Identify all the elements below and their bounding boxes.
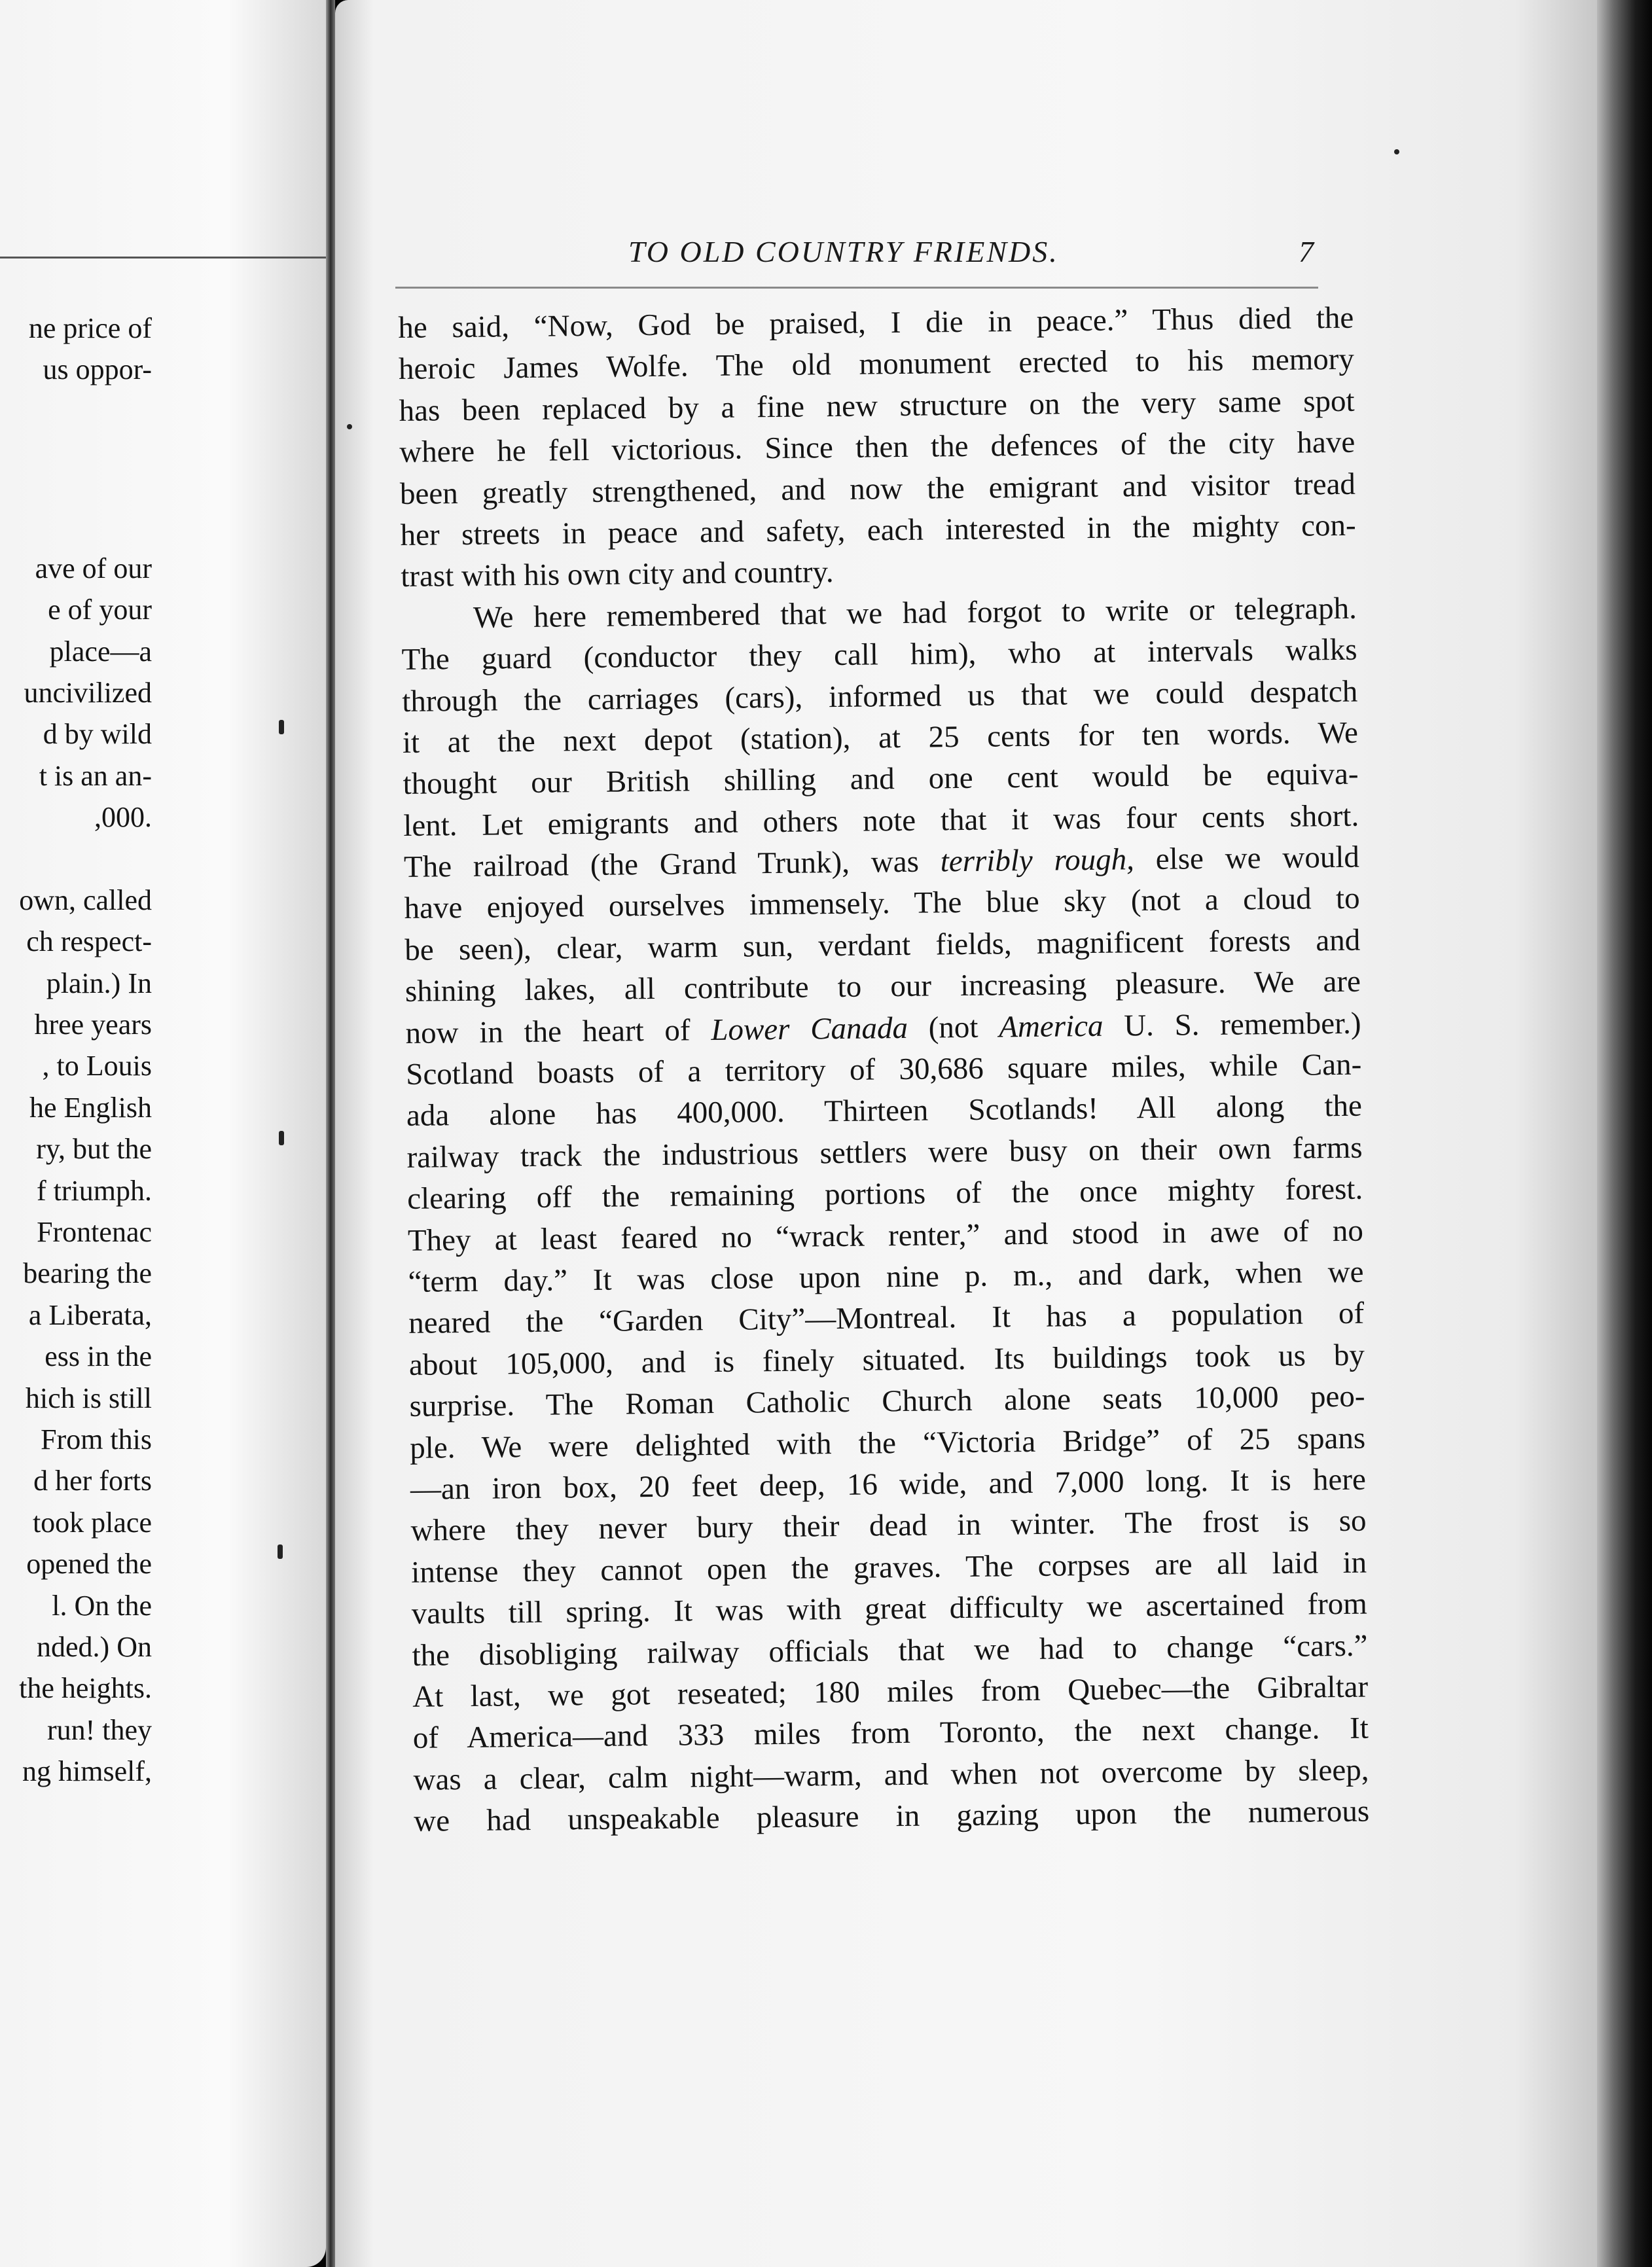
italic-phrase: terribly rough, — [940, 842, 1135, 879]
text-line: her streets in peace and safety, each interested in the mighty con- — [400, 508, 1356, 552]
text-line: was a clear, calm night—warm, and when not overcome by sleep, — [413, 1753, 1369, 1797]
facing-page-line: ne price of — [28, 312, 152, 344]
facing-page-line: , to Louis — [42, 1050, 152, 1082]
facing-page-line: l. On the — [52, 1589, 152, 1622]
text-line: ada alone has 400,000. Thirteen Scotlands! All along the — [406, 1089, 1363, 1134]
text-line: surprise. The Roman Catholic Church alone seats 10,000 peo- — [409, 1379, 1365, 1424]
facing-page-line: uncivilized — [24, 676, 152, 709]
text-line: he said, “Now, God be praised, I die in peace.” Thus died the — [398, 300, 1354, 345]
facing-page-line: ry, but the — [36, 1133, 152, 1166]
facing-page — [0, 0, 326, 2267]
facing-page-line: nded.) On — [37, 1630, 152, 1663]
text-run: The railroad (the Grand Trunk), was — [403, 844, 941, 885]
book-edge — [1597, 0, 1652, 2267]
facing-page-line: d her forts — [33, 1465, 152, 1497]
facing-page-line: e of your — [48, 594, 152, 626]
text-line: has been replaced by a fine new structure on the very same spot — [399, 384, 1355, 428]
text-line: where they never bury their dead in winter. The frost is so — [410, 1503, 1367, 1548]
text-line: intense they cannot open the graves. The corpses are all laid in — [410, 1545, 1367, 1590]
text-line: vaults till spring. It was with great difficulty we ascertained from — [411, 1586, 1368, 1631]
text-line: it at the next depot (station), at 25 cents for ten words. We — [402, 715, 1359, 760]
facing-page-line: ch respect- — [26, 925, 152, 958]
text-line: railway track the industrious settlers were busy on their own farms — [406, 1130, 1363, 1175]
text-run: else we would — [1134, 840, 1360, 877]
facing-page-line: he English — [29, 1091, 152, 1124]
text-line: Scotland boasts of a territory of 30,686 square miles, while Can- — [406, 1047, 1362, 1092]
text-line: “term day.” It was close upon nine p. m., and dark, when we — [408, 1255, 1364, 1299]
text-line: the disobliging railway officials that we had to change “cars.” — [412, 1628, 1368, 1673]
text-line: trast with his own city and country. — [401, 555, 834, 594]
text-line: we had unspeakable pleasure in gazing upon the numerous — [413, 1794, 1370, 1838]
text-line: At last, we got reseated; 180 miles from Quebec—the Gibraltar — [412, 1669, 1369, 1714]
facing-page-rule — [0, 257, 326, 259]
text-line: thought our British shilling and one cent would be equiva- — [403, 757, 1359, 802]
text-line: about 105,000, and is finely situated. Its buildings took us by — [408, 1338, 1365, 1382]
facing-page-line: the heights. — [19, 1672, 152, 1705]
facing-page-line: a Liberata, — [28, 1298, 152, 1331]
facing-page-gap — [0, 391, 327, 548]
body-text — [398, 298, 1369, 1843]
facing-page-line: ave of our — [35, 552, 152, 584]
text-run: now in the heart of — [405, 1012, 711, 1050]
facing-page-line: ,000. — [94, 801, 152, 834]
text-line: where he fell victorious. Since then the defences of the city have — [399, 425, 1356, 470]
text-line: be seen), clear, warm sun, verdant fields, magnificent forests and — [404, 923, 1361, 967]
text-run: U. S. remember.) — [1103, 1006, 1361, 1043]
page-gutter — [326, 0, 335, 2267]
text-line: clearing off the remaining portions of the once mighty forest. — [406, 1171, 1363, 1217]
margin-mark — [279, 1131, 284, 1145]
facing-page-line: own, called — [19, 884, 152, 916]
facing-page-line: us oppor- — [43, 353, 152, 386]
facing-page-line: ng himself, — [22, 1755, 152, 1788]
text-line: heroic James Wolfe. The old monument erected to his memory — [398, 342, 1355, 387]
margin-dot — [347, 424, 352, 429]
text-line: —an iron box, 20 feet deep, 16 wide, and 7,000 long. It is here — [410, 1462, 1367, 1507]
facing-page-line: f triumph. — [37, 1174, 152, 1207]
facing-page-line: ess in the — [45, 1340, 152, 1373]
header-rule — [395, 287, 1318, 289]
facing-page-line: hich is still — [25, 1382, 152, 1414]
text-line: We here remembered that we had forgot to write or telegraph. — [473, 591, 1357, 635]
text-line: neared the “Garden City”—Montreal. It has a population of — [408, 1296, 1365, 1341]
facing-page-line — [0, 838, 327, 880]
facing-page-line: opened the — [26, 1548, 152, 1580]
facing-page-line: place—a — [49, 635, 152, 668]
running-head: TO OLD COUNTRY FRIENDS. — [628, 235, 1059, 268]
text-run: (not — [907, 1010, 999, 1045]
facing-page-line: plain.) In — [46, 967, 152, 999]
facing-page-line: t is an an- — [39, 759, 152, 792]
text-line: been greatly strengthened, and now the emigrant and visitor tread — [399, 467, 1356, 511]
margin-dot — [1394, 149, 1399, 154]
text-line: They at least feared no “wrack renter,” and stood in awe of no — [407, 1213, 1364, 1258]
italic-phrase: America — [998, 1009, 1104, 1044]
facing-page-line: took place — [32, 1506, 152, 1539]
facing-page-line: Frontenac — [37, 1216, 152, 1249]
text-line: shining lakes, all contribute to our increasing pleasure. We are — [404, 964, 1361, 1009]
text-line: The guard (conductor they call him), who at intervals walks — [401, 632, 1357, 677]
page-number: 7 — [1299, 235, 1314, 268]
text-line: ple. We were delighted with the “Victoria Bridge” of 25 spans — [409, 1421, 1366, 1465]
facing-page-line: From this — [41, 1423, 152, 1455]
margin-mark — [279, 720, 284, 734]
facing-page-text — [0, 308, 327, 1793]
facing-page-line: run! they — [46, 1713, 152, 1746]
text-line: lent. Let emigrants and others note that it was four cents short. — [403, 798, 1359, 843]
facing-page-line: bearing the — [23, 1257, 152, 1290]
facing-page-line: hree years — [34, 1009, 152, 1041]
facing-page-line: d by wild — [43, 718, 152, 751]
italic-phrase: Lower Canada — [711, 1010, 908, 1047]
text-line: through the carriages (cars), informed us that we could despatch — [402, 674, 1358, 719]
text-line: have enjoyed ourselves immensely. The blue sky (not a cloud to — [404, 882, 1360, 926]
text-line: of America—and 333 miles from Toronto, the next change. It — [412, 1711, 1369, 1756]
margin-mark — [278, 1544, 283, 1559]
